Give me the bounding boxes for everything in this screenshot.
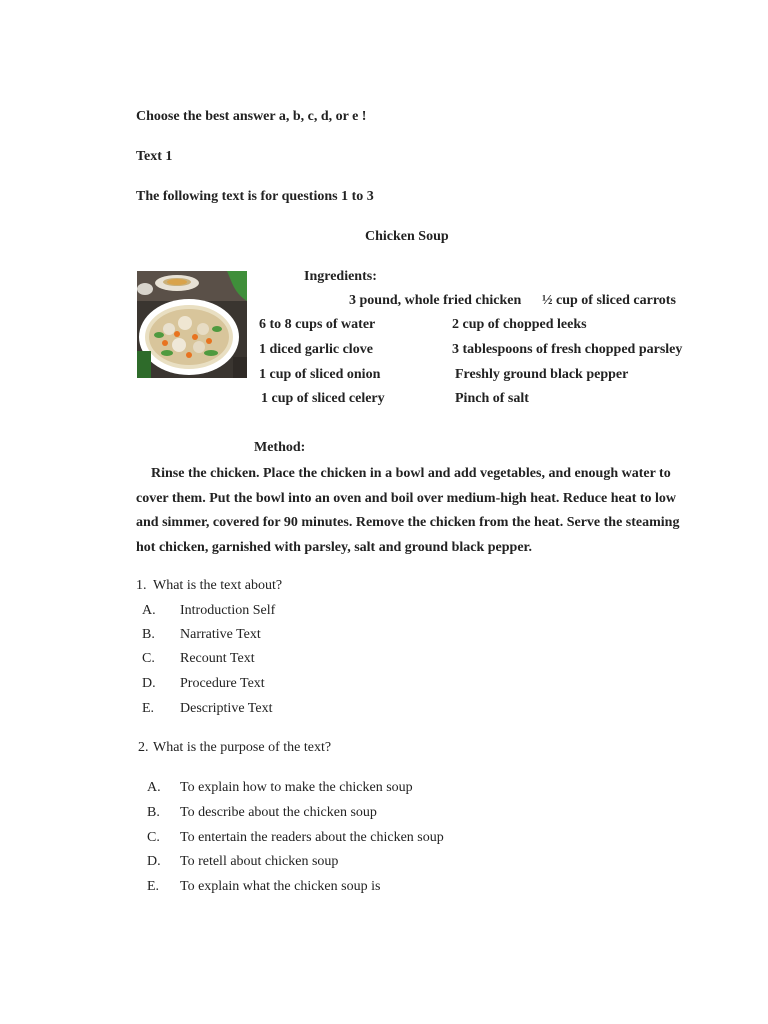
option-letter: A. (147, 780, 161, 795)
ingredient-item: 1 cup of sliced onion (259, 367, 381, 382)
option-letter: B. (142, 627, 155, 642)
instruction: Choose the best answer a, b, c, d, or e ! (136, 109, 367, 124)
option-text: Narrative Text (180, 627, 261, 642)
question-number: 1. (136, 578, 147, 593)
option-letter: E. (147, 879, 160, 894)
ingredient-item: Freshly ground black pepper (455, 367, 629, 382)
option-text: Descriptive Text (180, 701, 273, 716)
ingredient-item: 6 to 8 cups of water (259, 317, 376, 332)
option-text: To entertain the readers about the chicken soup (180, 830, 444, 845)
option-text: Procedure Text (180, 676, 265, 691)
recipe-title: Chicken Soup (365, 229, 449, 244)
ingredient-item: 1 cup of sliced celery (261, 391, 385, 406)
text-label: Text 1 (136, 149, 173, 164)
ingredient-item: 3 tablespoons of fresh chopped parsley (452, 342, 683, 357)
question-number: 2. (138, 740, 149, 755)
option-letter: E. (142, 701, 155, 716)
option-letter: D. (147, 854, 161, 869)
method-text: Rinse the chicken. Place the chicken in a bowl and add vegetables, and enough water to cover them. Put the bowl into an oven and boil over medium-high heat. Reduce heat to low and simmer, covered for 90 minutes. Remove the chicken from the heat. Serve the steaming hot chicken, garnished with parsley, salt and ground black pepper. (136, 466, 680, 556)
option-letter: C. (142, 651, 155, 666)
option-text: To describe about the chicken soup (180, 805, 377, 820)
text-note: The following text is for questions 1 to 3 (136, 189, 374, 204)
ingredient-item: 2 cup of chopped leeks (452, 317, 587, 332)
option-text: To retell about chicken soup (180, 854, 339, 869)
question-text: What is the text about? (153, 578, 283, 593)
ingredient-item: Pinch of salt (455, 391, 529, 406)
option-letter: C. (147, 830, 160, 845)
ingredient-item: 1 diced garlic clove (259, 342, 373, 357)
option-text: To explain what the chicken soup is (180, 879, 381, 894)
option-letter: B. (147, 805, 160, 820)
question-text: What is the purpose of the text? (153, 740, 332, 755)
ingredient-item: ½ cup of sliced carrots (542, 293, 676, 308)
chicken-soup-photo (137, 271, 247, 378)
option-text: Recount Text (180, 651, 255, 666)
ingredient-item: 3 pound, whole fried chicken (349, 293, 522, 308)
option-text: Introduction Self (180, 603, 276, 618)
option-letter: D. (142, 676, 156, 691)
method-heading: Method: (254, 440, 306, 455)
option-text: To explain how to make the chicken soup (180, 780, 413, 795)
option-letter: A. (142, 603, 156, 618)
ingredients-heading: Ingredients: (304, 269, 377, 284)
